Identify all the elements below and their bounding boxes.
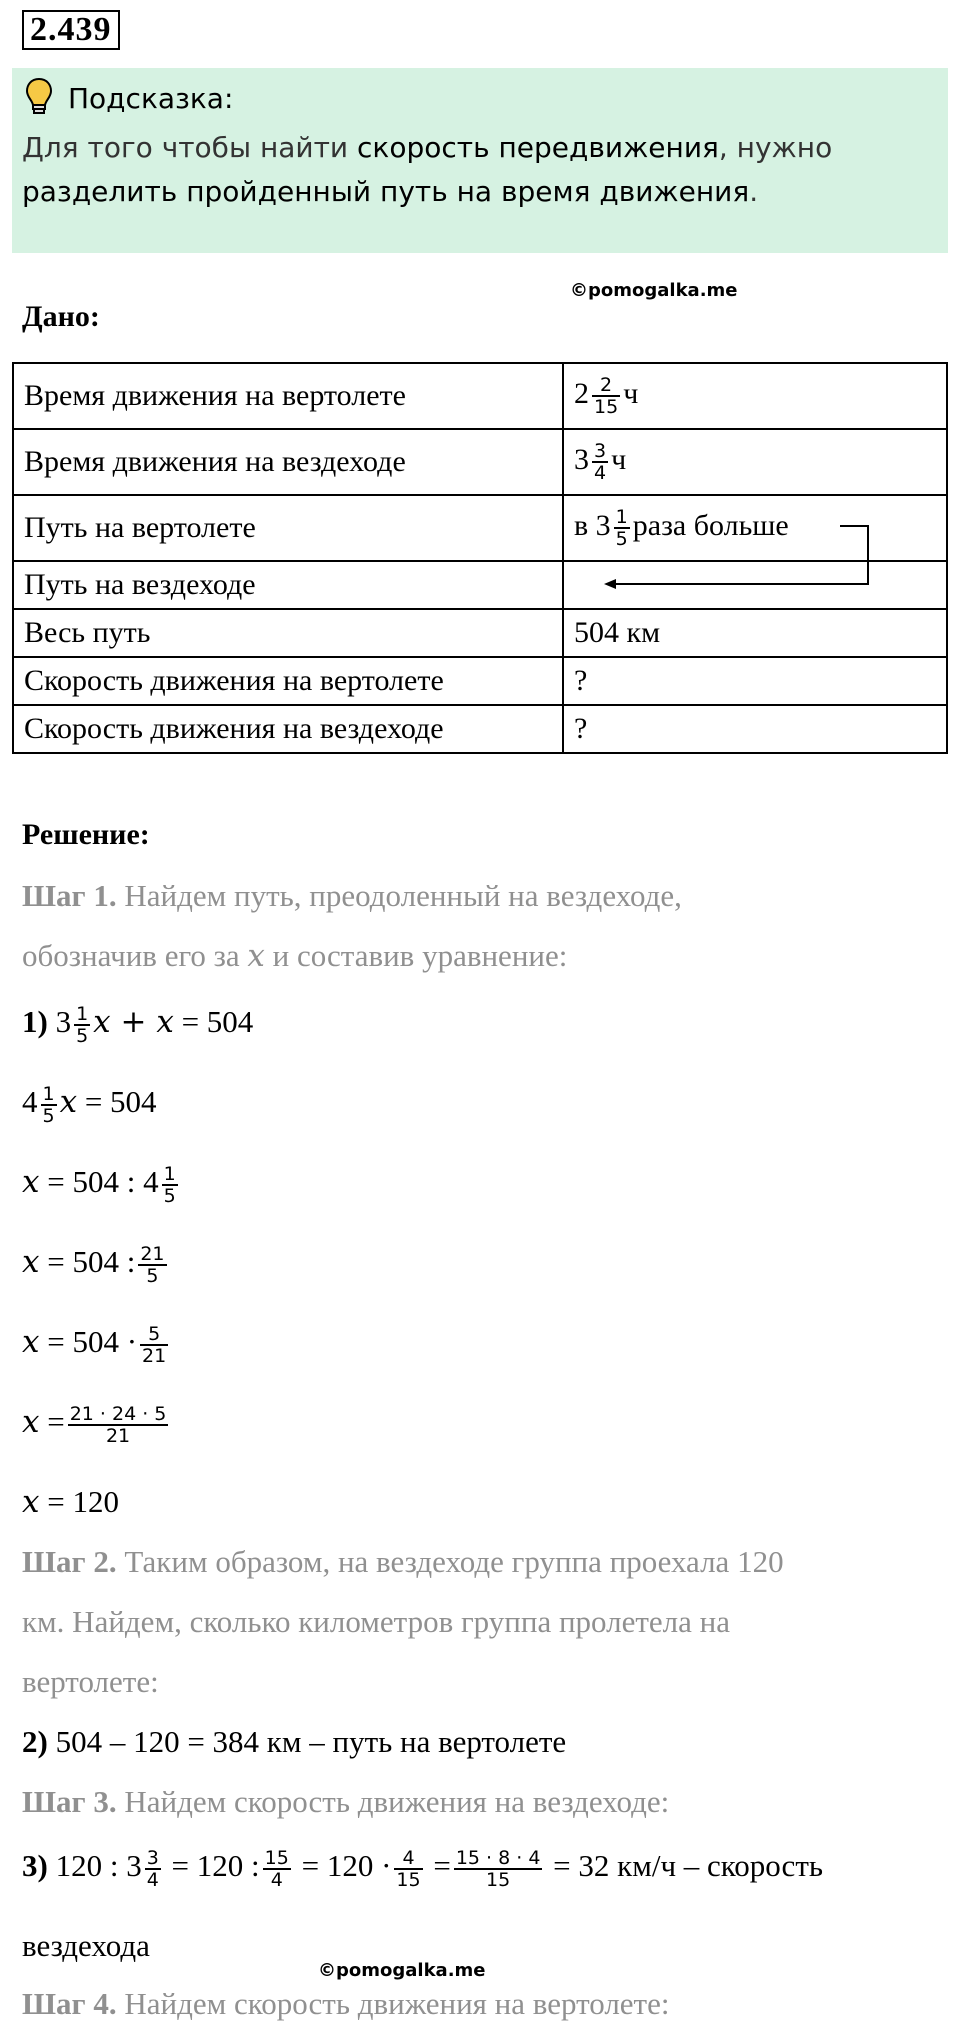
table-cell-label: Весь путь: [13, 609, 563, 657]
equation-5: x = 504 · $\frac{5}{21}$: [22, 1323, 167, 1367]
table-row: [13, 657, 947, 705]
equation-2: 4 $\frac{1}{5}$ x = 504: [22, 1083, 157, 1127]
table-cell-value: ?: [563, 657, 947, 705]
task-number: 2.439: [22, 10, 120, 50]
watermark: ©pomogalka.me: [570, 280, 738, 301]
table-row: [13, 429, 947, 495]
hint-box: [12, 68, 948, 253]
table-row: [13, 363, 947, 429]
watermark-bottom: ©pomogalka.me: [318, 1960, 486, 1981]
table-cell-label: Скорость движения на вездеходе: [13, 705, 563, 753]
table-cell-value: в 3 $\frac{1}{5}$ раза больше: [563, 495, 947, 561]
lightbulb-icon: [24, 77, 54, 115]
step-2-text: Шаг 2. Таким образом, на вездеходе группа проехала 120: [22, 1544, 784, 1579]
step-3-text: Шаг 3. Найдем скорость движения на вездеходе:: [22, 1784, 670, 1819]
calculation-2: 2) 504 – 120 = 384 км – путь на вертолете: [22, 1724, 567, 1759]
table-row: [13, 705, 947, 753]
table-cell-value: 504 км: [563, 609, 947, 657]
table-cell-label: Путь на вертолете: [13, 495, 563, 561]
table-cell-label: Время движения на вертолете: [13, 363, 563, 429]
table-cell-value: ?: [563, 705, 947, 753]
step-4-text: Шаг 4. Найдем скорость движения на вертолете:: [22, 1986, 670, 2021]
equation-7: x = 120: [22, 1484, 119, 1520]
calculation-3: 3) 120 : 3 $\frac{3}{4}$ = 120 : $\frac{15}{4}$ = 120 · $\frac{4}{15}$ = $\frac{15 \cdot 8 \cdot 4}{15}$ = 32 км/ч – скорость: [22, 1847, 823, 1891]
step-1-text-cont: обозначив его за x и составив уравнение:: [22, 938, 568, 974]
hint-text: Для того чтобы найти скорость передвижения, нужно разделить пройденный путь на время движения.: [22, 131, 833, 208]
equation-4: x = 504 : $\frac{21}{5}$: [22, 1243, 165, 1287]
table-row: [13, 495, 947, 561]
solution-heading: Решение:: [22, 818, 150, 851]
step-2-text-cont: км. Найдем, сколько километров группа пролетела на: [22, 1604, 731, 1639]
step-1-text: Шаг 1. Найдем путь, преодоленный на вездеходе,: [22, 878, 682, 913]
table-cell-label: Время движения на вездеходе: [13, 429, 563, 495]
table-cell-value: 2 $\frac{2}{15}$ ч: [563, 363, 947, 429]
equation-1: 1) 3 $\frac{1}{5}$ x + x = 504: [22, 1003, 254, 1047]
equation-6: x = $\frac{21 \cdot 24 \cdot 5}{21}$: [22, 1403, 167, 1447]
table-row: [13, 609, 947, 657]
table-cell-label: Скорость движения на вертолете: [13, 657, 563, 705]
calculation-3-cont: вездехода: [22, 1928, 150, 1963]
table-cell-value: 3 $\frac{3}{4}$ ч: [563, 429, 947, 495]
given-table: [12, 362, 948, 754]
hint-title: Подсказка:: [68, 82, 234, 115]
table-cell-value: [563, 561, 947, 609]
table-row: [13, 561, 947, 609]
table-cell-label: Путь на вездеходе: [13, 561, 563, 609]
step-2-text-end: вертолете:: [22, 1664, 159, 1699]
given-heading: Дано:: [22, 300, 100, 333]
equation-3: x = 504 : 4 $\frac{1}{5}$: [22, 1163, 176, 1207]
